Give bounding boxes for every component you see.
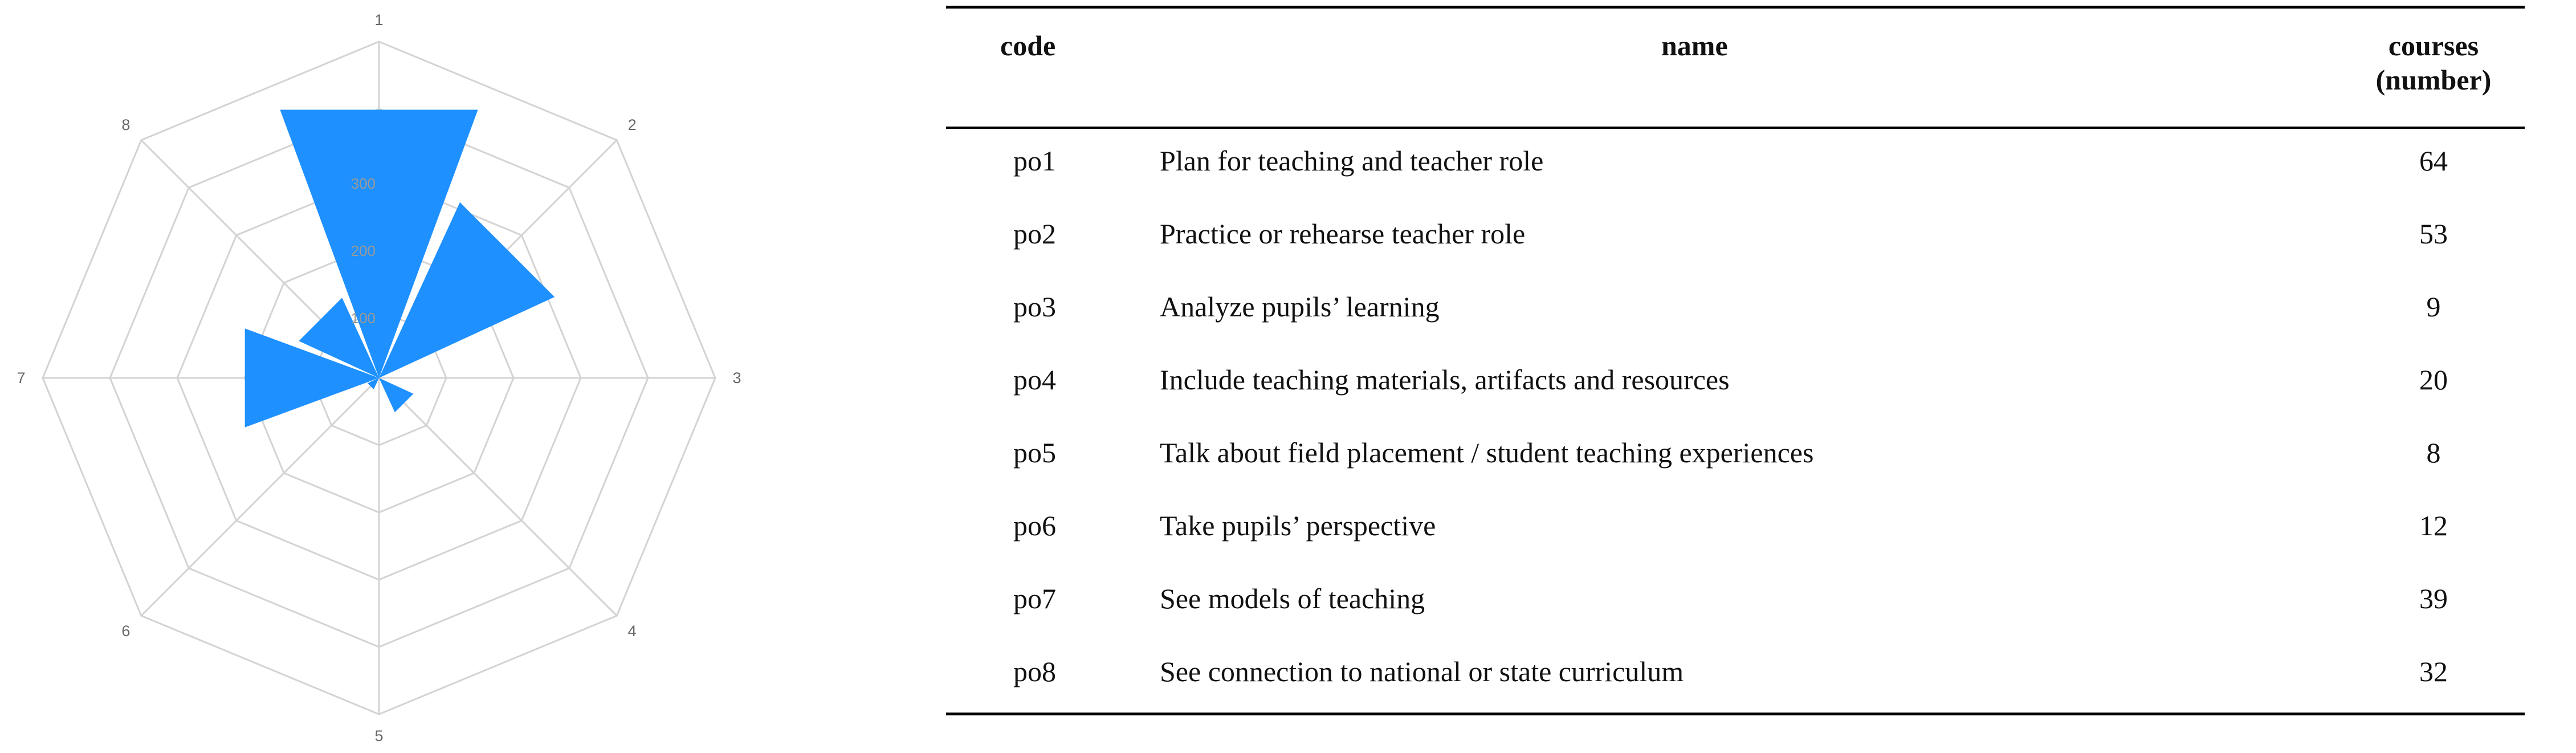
- row-courses: 20: [2419, 364, 2448, 396]
- table-bottom-rule: [946, 713, 2525, 715]
- row-courses: 12: [2419, 510, 2448, 542]
- row-name: See connection to national or state curriculum: [1160, 656, 1684, 687]
- table-row: [946, 217, 2525, 290]
- tick-label: 200: [350, 242, 376, 259]
- table-header-rule: [946, 127, 2525, 129]
- header-courses-line2: (number): [2375, 64, 2492, 96]
- row-name: Plan for teaching and teacher role: [1160, 145, 1544, 177]
- row-name: Talk about field placement / student teaching experiences: [1160, 437, 1814, 469]
- row-courses: 32: [2419, 656, 2448, 687]
- table-row: [946, 144, 2525, 217]
- row-code: po2: [1013, 218, 1056, 250]
- row-code: po7: [1013, 583, 1056, 614]
- table-top-rule: [946, 6, 2525, 9]
- row-name: Include teaching materials, artifacts and resources: [1160, 364, 1730, 396]
- axis-label-7: 7: [17, 369, 26, 386]
- row-code: po8: [1013, 656, 1056, 687]
- table-row: [946, 290, 2525, 363]
- row-courses: 39: [2419, 583, 2448, 614]
- header-code: code: [1000, 30, 1056, 62]
- row-name: Take pupils’ perspective: [1160, 510, 1436, 542]
- row-name: See models of teaching: [1160, 583, 1425, 614]
- axis-label-5: 5: [374, 727, 384, 744]
- table-row: [946, 435, 2525, 508]
- row-code: po3: [1013, 291, 1056, 323]
- row-code: po5: [1013, 437, 1056, 469]
- table-row: [946, 508, 2525, 581]
- axis-label-2: 2: [627, 116, 637, 133]
- row-code: po4: [1013, 364, 1056, 396]
- row-code: po1: [1013, 145, 1056, 177]
- axis-label-3: 3: [732, 369, 741, 386]
- axis-label-4: 4: [627, 622, 637, 640]
- tick-label: 300: [350, 175, 376, 192]
- row-courses: 9: [2426, 291, 2441, 323]
- axis-label-6: 6: [121, 622, 131, 640]
- radar-bars: [245, 110, 555, 428]
- axis-label-1: 1: [374, 11, 384, 29]
- header-courses-line1: courses: [2388, 30, 2479, 62]
- row-name: Analyze pupils’ learning: [1160, 291, 1440, 323]
- axis-label-8: 8: [121, 116, 131, 133]
- row-courses: 8: [2426, 437, 2441, 469]
- header-name: name: [1661, 30, 1728, 62]
- row-name: Practice or rehearse teacher role: [1160, 218, 1526, 250]
- header-courses: [2345, 29, 2522, 97]
- radar-chart: [0, 0, 758, 753]
- row-courses: 53: [2419, 218, 2448, 250]
- table-row: [946, 654, 2525, 727]
- row-courses: 64: [2419, 145, 2448, 177]
- table-row: [946, 581, 2525, 654]
- table-row: [946, 363, 2525, 435]
- tick-label: 100: [350, 310, 376, 327]
- row-code: po6: [1013, 510, 1056, 542]
